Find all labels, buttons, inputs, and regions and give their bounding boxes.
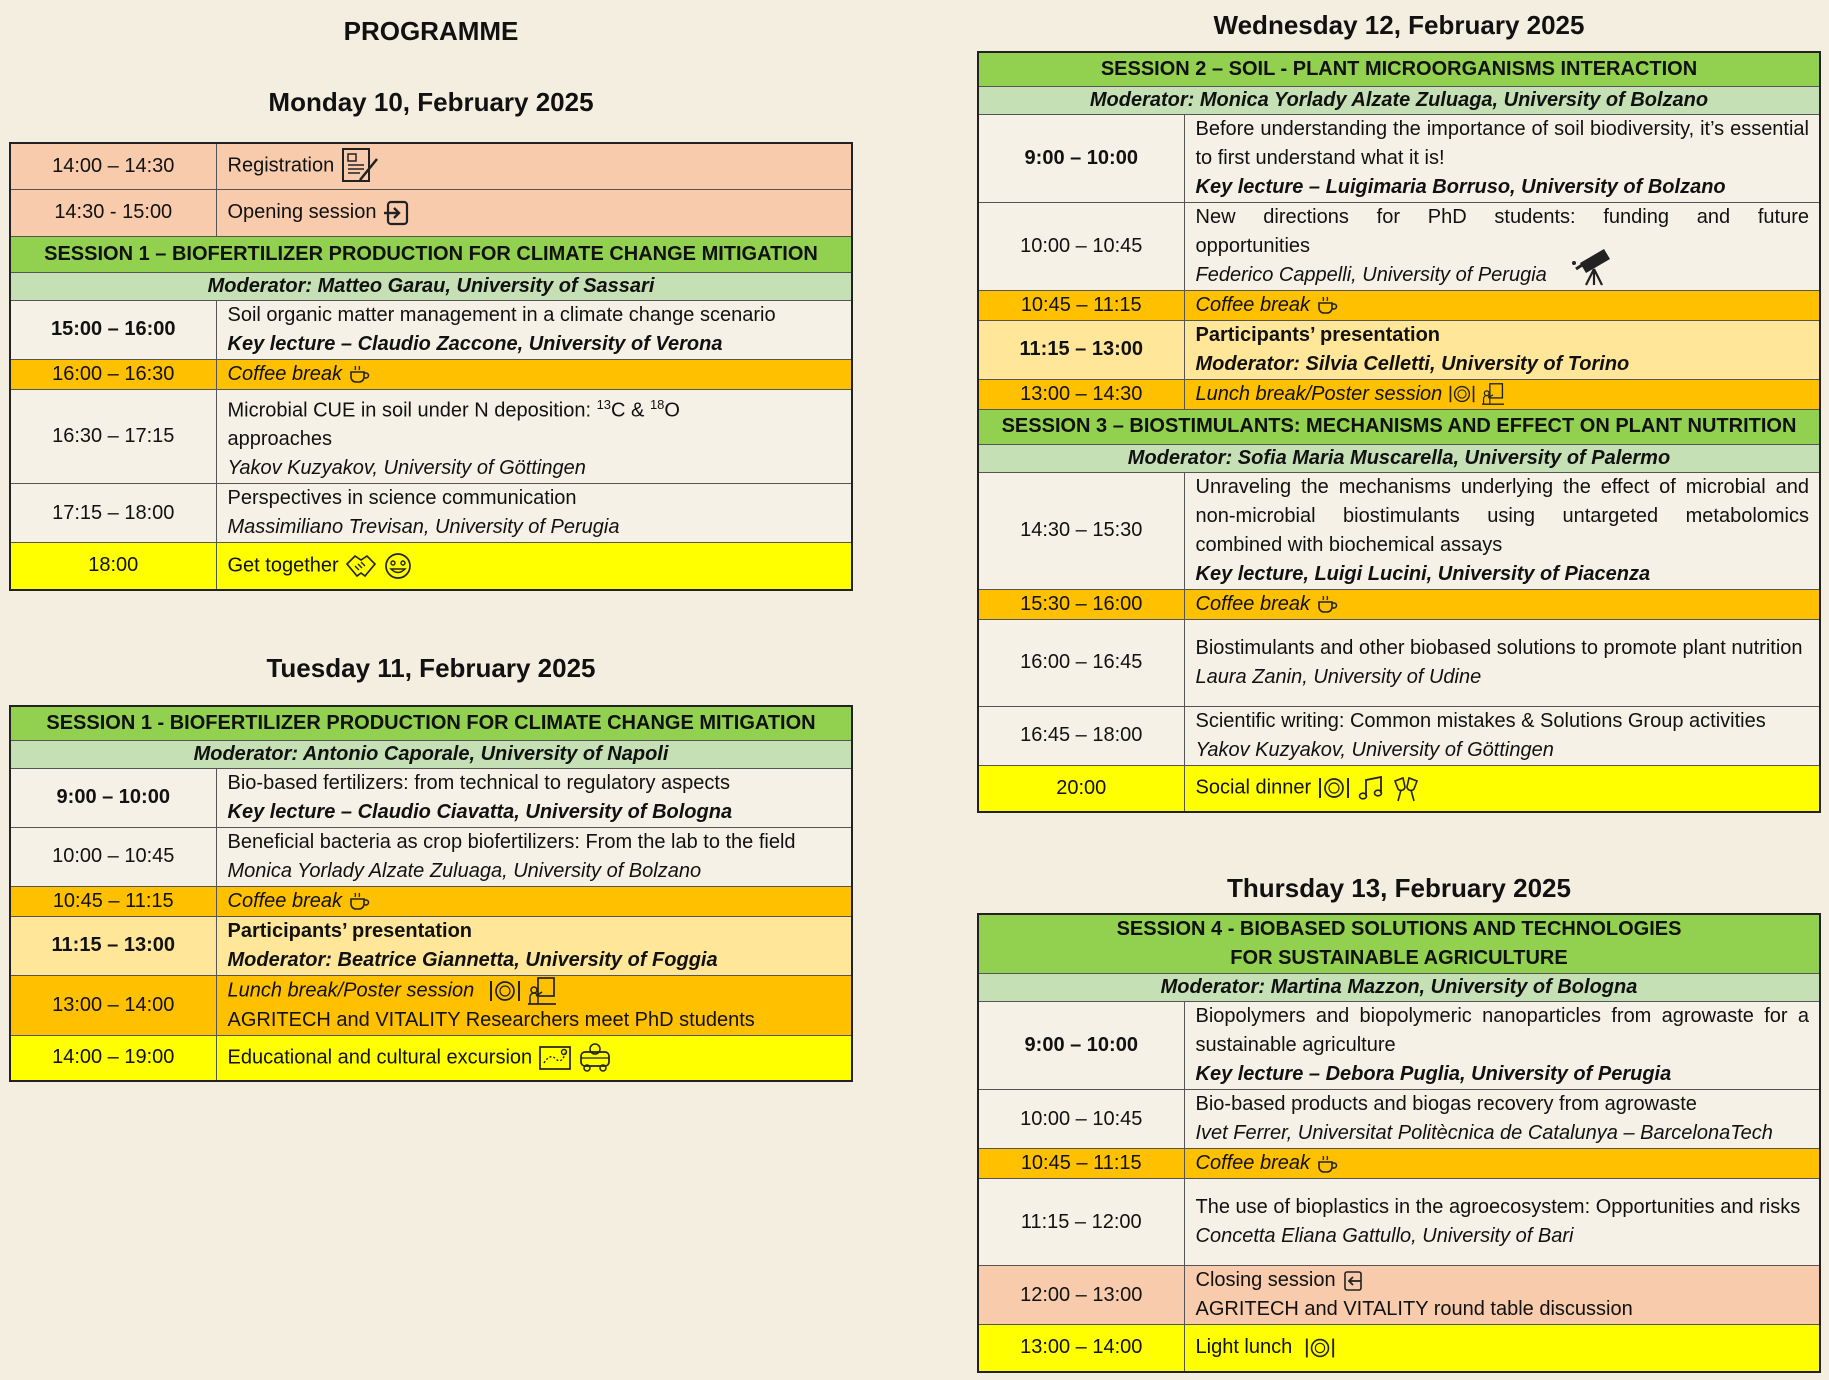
speaker: Moderator: Beatrice Giannetta, University of Foggia [227,948,718,971]
wednesday-title: Wednesday 12, February 2025 [1213,10,1585,40]
desc-cell [1184,1090,1820,1149]
desc-cell [216,886,852,916]
time-cell: 11:15 – 12:00 [978,1179,1184,1266]
moderator-row [10,740,852,768]
coffee-break-label: Coffee break [1195,293,1311,316]
lunch-break-label: Lunch break/Poster session [1195,382,1443,405]
table-row [978,290,1820,320]
isotope-superscript: 18 [649,396,665,412]
time-cell: 16:30 – 17:15 [10,389,216,484]
coffee-cup-icon [1316,594,1338,614]
talk-title: Before understanding the importance of soil biodiversity, it’s essential to first understand what it is! [1195,117,1809,169]
time-cell: 14:30 - 15:00 [10,189,216,236]
time-cell: 9:00 – 10:00 [978,114,1184,202]
fork-plate-knife-icon [1304,1335,1336,1361]
exit-arrow-icon [1342,1270,1364,1292]
table-row [978,1002,1820,1090]
toast-glasses-icon [1391,773,1421,803]
time-cell: 9:00 – 10:00 [978,1002,1184,1090]
moderator-row [978,86,1820,114]
time-cell: 20:00 [978,765,1184,812]
desc-cell [1184,472,1820,589]
desc-cell [216,300,852,359]
light-lunch-label: Light lunch [1195,1336,1293,1359]
coffee-break-label: Coffee break [1195,592,1311,615]
session-title: SESSION 1 - BIOFERTILIZER PRODUCTION FOR CLIMATE CHANGE MITIGATION [10,706,852,740]
monday-title: Monday 10, February 2025 [268,87,594,117]
desc-cell [1184,114,1820,202]
desc-cell [216,1035,852,1081]
table-row [10,300,852,359]
speaker: Key lecture – Claudio Zaccone, University of Verona [227,332,723,355]
time-cell: 16:00 – 16:45 [978,619,1184,706]
fork-plate-knife-icon [1448,384,1476,404]
desc-cell [216,189,852,236]
speaker: Yakov Kuzyakov, University of Göttingen [227,457,586,480]
thursday-title: Thursday 13, February 2025 [1227,873,1571,903]
desc-cell [216,543,852,590]
desc-cell [1184,290,1820,320]
time-cell: 13:00 – 14:30 [978,379,1184,409]
table-row [978,114,1820,202]
table-row [978,1179,1820,1266]
speaker: Key lecture – Luigimaria Borruso, University of Bolzano [1195,175,1726,198]
fork-plate-knife-icon [488,979,522,1003]
enter-arrow-icon [382,199,410,227]
thursday-table [977,913,1821,1373]
desc-cell [216,389,852,484]
table-row [978,1325,1820,1372]
time-cell: 15:00 – 16:00 [10,300,216,359]
talk-title-part: C & [611,399,650,422]
coffee-cup-icon [348,891,370,911]
table-row [978,706,1820,765]
fork-plate-knife-icon [1317,775,1351,801]
table-row [10,484,852,543]
desc-cell [216,975,852,1035]
session-header [10,236,852,272]
talk-title: New directions for PhD students: funding and future opportunities [1195,205,1809,257]
table-row [10,543,852,590]
tuesday-title: Tuesday 11, February 2025 [266,653,596,683]
time-cell: 10:00 – 10:45 [978,1090,1184,1149]
table-row [10,975,852,1035]
handshake-icon [345,552,377,580]
lunch-break-label: Lunch break/Poster session [227,978,475,1001]
talk-title: AGRITECH and VITALITY Researchers meet PhD students [227,1008,755,1031]
desc-cell [216,484,852,543]
wednesday-table [977,51,1821,813]
registration-form-icon [340,146,380,186]
table-row [978,1266,1820,1325]
moderator-label: Moderator: Martina Mazzon, University of Bologna [978,974,1820,1002]
time-cell: 15:30 – 16:00 [978,589,1184,619]
desc-cell [1184,1179,1820,1266]
session-title: SESSION 3 – BIOSTIMULANTS: MECHANISMS AND EFFECT ON PLANT NUTRITION [978,409,1820,444]
opening-session-label: Opening session [227,201,377,223]
desc-cell [1184,320,1820,379]
table-row [978,379,1820,409]
session-header [978,914,1820,974]
coffee-cup-icon [1316,295,1338,315]
speaker: Key lecture – Claudio Ciavatta, University of Bologna [227,800,733,823]
time-cell: 9:00 – 10:00 [10,768,216,827]
table-row [10,827,852,886]
smiley-face-icon [383,551,413,581]
table-row [10,768,852,827]
desc-cell [1184,1325,1820,1372]
session-header [978,52,1820,86]
desc-cell [1184,379,1820,409]
moderator-row [10,272,852,300]
table-row [978,765,1820,812]
session-header [10,706,852,740]
table-row [10,1035,852,1081]
desc-cell [1184,589,1820,619]
speaker: Concetta Eliana Gattullo, University of Bari [1195,1225,1574,1247]
talk-title: Participants’ presentation [227,919,473,942]
talk-title: Biostimulants and other biobased solutions to promote plant nutrition [1195,636,1803,659]
tuesday-table [9,705,853,1082]
desc-cell [216,916,852,975]
talk-title: Unraveling the mechanisms underlying the effect of microbial and non-microbial biostimulants using untargeted metabolomics combined with biochemical assays [1195,475,1809,556]
talk-title: Perspectives in science communication [227,487,577,510]
time-cell: 10:45 – 11:15 [10,886,216,916]
desc-cell [1184,1149,1820,1179]
time-cell: 16:45 – 18:00 [978,706,1184,765]
desc-cell [216,359,852,389]
isotope-superscript: 13 [596,396,612,412]
session-title: SESSION 2 – SOIL - PLANT MICROORGANISMS INTERACTION [978,52,1820,86]
table-row [978,472,1820,589]
speaker: Monica Yorlady Alzate Zuluaga, University of Bolzano [227,859,702,882]
time-cell: 10:00 – 10:45 [978,202,1184,290]
session-title: SESSION 1 – BIOFERTILIZER PRODUCTION FOR CLIMATE CHANGE MITIGATION [10,236,852,272]
time-cell: 14:00 – 14:30 [10,143,216,189]
desc-cell [216,143,852,189]
talk-title: Participants’ presentation [1195,323,1441,346]
moderator-label: Moderator: Antonio Caporale, University of Napoli [10,740,852,768]
desc-cell [216,827,852,886]
desc-cell [1184,202,1820,290]
talk-title: Bio-based fertilizers: from technical to regulatory aspects [227,771,730,794]
coffee-cup-icon [348,364,370,384]
moderator-label: Moderator: Matteo Garau, University of Sassari [10,272,852,300]
time-cell: 12:00 – 13:00 [978,1266,1184,1325]
speaker: Key lecture – Debora Puglia, University of Perugia [1195,1063,1672,1085]
time-cell: 18:00 [10,543,216,590]
closing-session-label: Closing session [1195,1269,1336,1291]
poster-presenter-icon [1482,382,1504,406]
monday-table [9,142,853,591]
social-dinner-label: Social dinner [1195,776,1312,799]
time-cell: 11:15 – 13:00 [10,916,216,975]
time-cell: 10:45 – 11:15 [978,290,1184,320]
table-row [10,886,852,916]
session-title: SESSION 4 - BIOBASED SOLUTIONS AND TECHNOLOGIES FOR SUSTAINABLE AGRICULTURE [978,914,1820,974]
coffee-cup-icon [1316,1154,1338,1174]
speaker: Laura Zanin, University of Udine [1195,665,1482,688]
table-row [10,916,852,975]
programme-title: PROGRAMME [343,16,519,46]
coffee-break-label: Coffee break [1195,1152,1311,1174]
time-cell: 14:30 – 15:30 [978,472,1184,589]
get-together-label: Get together [227,554,339,577]
speaker: Federico Cappelli, University of Perugia [1195,263,1547,286]
table-row [978,1149,1820,1179]
coffee-break-label: Coffee break [227,889,343,912]
moderator-row [978,444,1820,472]
talk-title: The use of bioplastics in the agroecosystem: Opportunities and risks [1195,1196,1801,1218]
speaker: Moderator: Silvia Celletti, University of Torino [1195,352,1630,375]
table-row [978,202,1820,290]
time-cell: 13:00 – 14:00 [978,1325,1184,1372]
talk-title: Scientific writing: Common mistakes & Solutions Group activities [1195,709,1766,732]
map-icon [538,1043,572,1073]
time-cell: 10:45 – 11:15 [978,1149,1184,1179]
desc-cell [1184,765,1820,812]
table-row [978,1090,1820,1149]
talk-title: Soil organic matter management in a climate change scenario [227,303,776,326]
telescope-icon [1570,241,1616,296]
desc-cell [1184,1002,1820,1090]
moderator-label: Moderator: Monica Yorlady Alzate Zuluaga, University of Bolzano [978,86,1820,114]
talk-title-part: approaches [227,428,333,451]
speaker: Yakov Kuzyakov, University of Göttingen [1195,738,1554,761]
excursion-label: Educational and cultural excursion [227,1046,533,1069]
talk-title: Biopolymers and biopolymeric nanoparticles from agrowaste for a sustainable agriculture [1195,1005,1809,1056]
table-row [978,589,1820,619]
table-row [10,389,852,484]
talk-title: Beneficial bacteria as crop biofertilizers: From the lab to the field [227,830,796,853]
speaker: Key lecture, Luigi Lucini, University of Piacenza [1195,562,1651,585]
table-row [978,619,1820,706]
bus-icon [578,1042,612,1074]
table-row [978,320,1820,379]
coffee-break-label: Coffee break [227,362,343,385]
desc-cell [1184,1266,1820,1325]
talk-title [228,390,842,426]
talk-title-part: O [664,399,680,422]
desc-cell [1184,619,1820,706]
talk-title: AGRITECH and VITALITY round table discussion [1195,1298,1633,1320]
talk-title-part: Microbial CUE in soil under N deposition: [227,399,597,422]
moderator-row [978,974,1820,1002]
table-row [10,359,852,389]
moderator-label: Moderator: Sofia Maria Muscarella, University of Palermo [978,444,1820,472]
session-header [978,409,1820,444]
desc-cell [216,768,852,827]
time-cell: 10:00 – 10:45 [10,827,216,886]
time-cell: 16:00 – 16:30 [10,359,216,389]
registration-label: Registration [227,154,335,177]
speaker: Ivet Ferrer, Universitat Politècnica de Catalunya – BarcelonaTech [1195,1122,1773,1144]
poster-presenter-icon [528,976,556,1006]
time-cell: 17:15 – 18:00 [10,484,216,543]
talk-title: Bio-based products and biogas recovery from agrowaste [1195,1093,1697,1115]
speaker: Massimiliano Trevisan, University of Perugia [227,516,620,539]
desc-cell [1184,706,1820,765]
time-cell: 11:15 – 13:00 [978,320,1184,379]
time-cell: 14:00 – 19:00 [10,1035,216,1081]
table-row [10,143,852,189]
music-notes-icon [1357,774,1385,802]
table-row [10,189,852,236]
time-cell: 13:00 – 14:00 [10,975,216,1035]
